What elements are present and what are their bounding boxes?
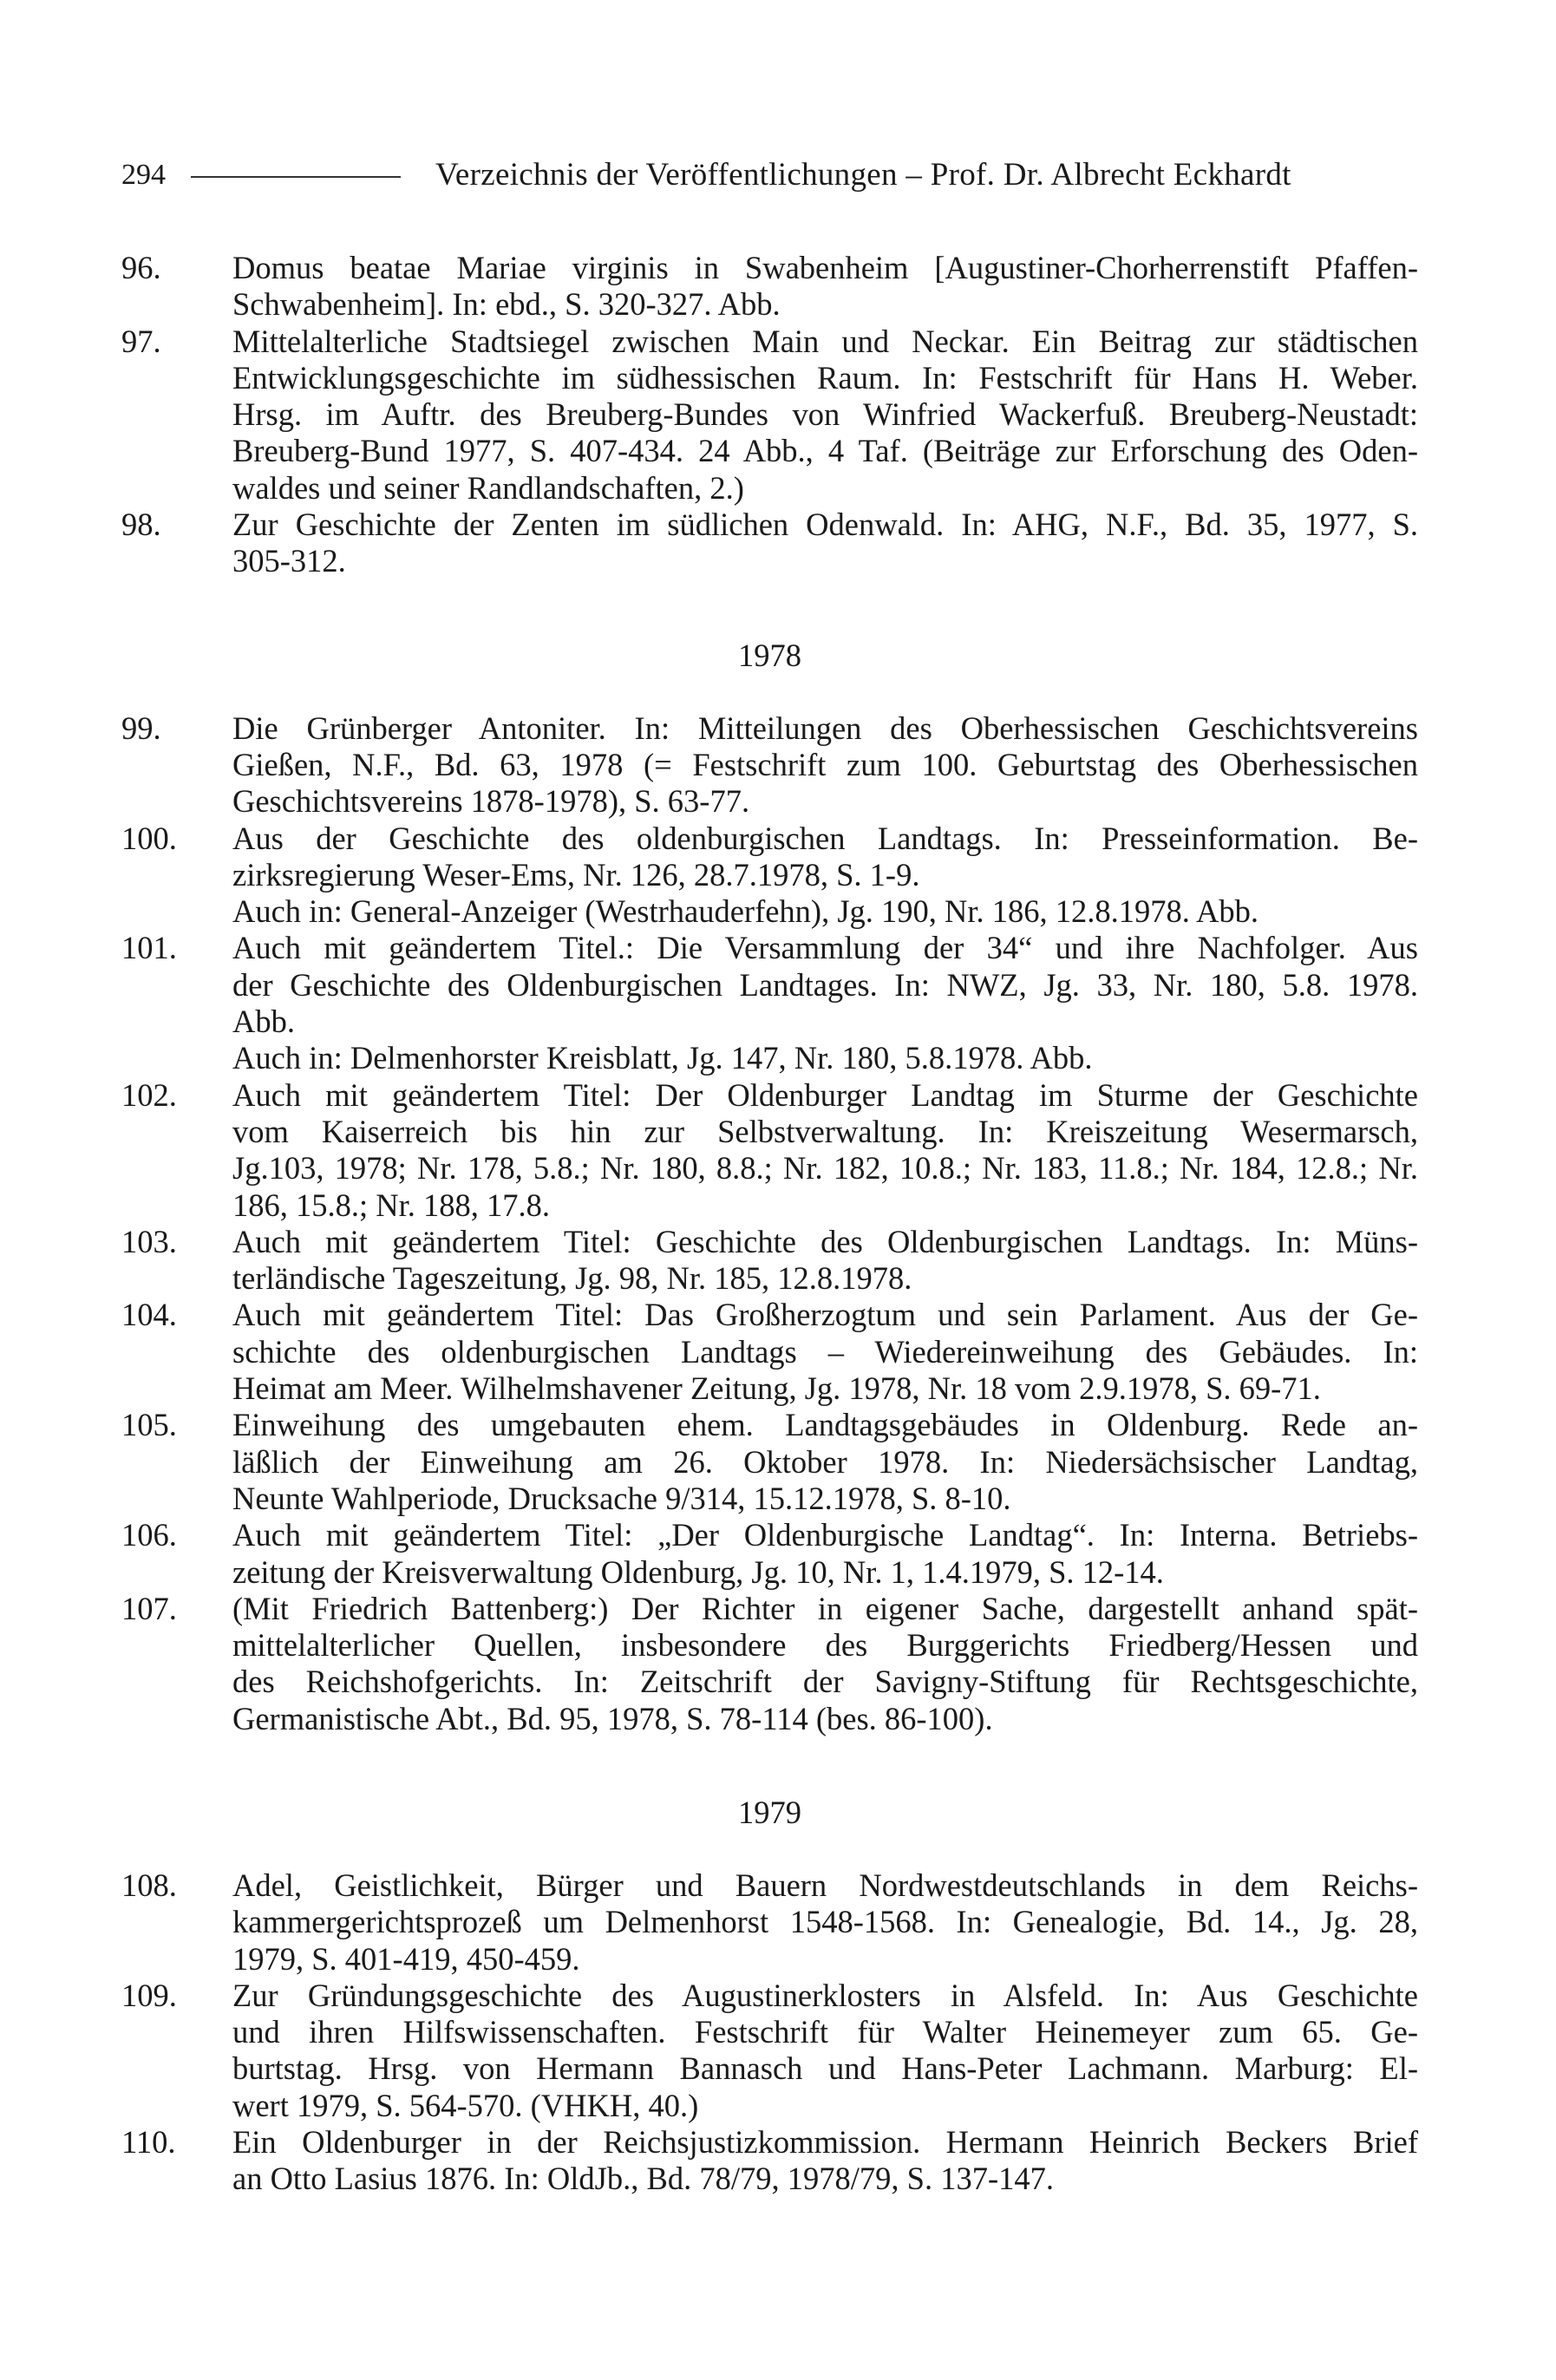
entry-line: Neunte Wahlperiode, Drucksache 9/314, 15.12.1978, S. 8-10. [232,1480,1011,1516]
entry-line: mittelalterlicher Quellen, insbesondere des Burggerichts Friedberg/Hessen und [232,1627,1418,1664]
running-header [121,149,1422,201]
bibliography-entry [121,324,1418,507]
entry-number: 99. [121,709,161,746]
entry-line: 1979, S. 401-419, 450-459. [232,1940,580,1977]
year-heading: 1979 [738,1794,801,1830]
entry-line: Zur Gründungsgeschichte des Augustinerklosters in Alsfeld. In: Aus Geschichte [232,1977,1418,2013]
entry-line: 186, 15.8.; Nr. 188, 17.8. [232,1187,551,1223]
entry-number: 101. [121,930,177,966]
header-rule [191,176,401,178]
entry-line: kammergerichtsprozeß um Delmenhorst 1548-1568. In: Genealogie, Bd. 14., Jg. 28, [232,1904,1418,1940]
entry-line: Gießen, N.F., Bd. 63, 1978 (= Festschrift zum 100. Geburtstag des Oberhessischen [232,746,1418,782]
bibliography-entry [121,1591,1418,1737]
entry-line: an Otto Lasius 1876. In: OldJb., Bd. 78/79, 1978/79, S. 137-147. [232,2161,1054,2197]
entry-line: Auch mit geändertem Titel: „Der Oldenburgische Landtag“. In: Interna. Betriebs- [232,1517,1418,1553]
entry-line: Abb. [232,1004,295,1040]
bibliography-entry [121,1517,1418,1591]
entry-number: 109. [121,1977,177,2013]
entry-line: (Mit Friedrich Battenberg:) Der Richter in eigener Sache, dargestellt anhand spät- [232,1590,1418,1626]
bibliography-entry [121,250,1418,324]
entry-number: 97. [121,323,161,359]
bibliography-entry [121,1077,1418,1224]
entry-line: Auch in: General-Anzeiger (Westrhauderfehn), Jg. 190, Nr. 186, 12.8.1978. Abb. [232,893,1259,930]
entry-line: Einweihung des umgebauten ehem. Landtagsgebäudes in Oldenburg. Rede an- [232,1407,1418,1443]
entry-line: der Geschichte des Oldenburgischen Landtages. In: NWZ, Jg. 33, Nr. 180, 5.8. 1978. [232,966,1418,1003]
bibliography-entry [121,821,1418,931]
entry-line: Domus beatae Mariae virginis in Swabenheim [Augustiner-Chorherrenstift Pfaffen- [232,250,1418,285]
entry-number: 96. [121,250,161,285]
entry-number: 108. [121,1867,177,1903]
bibliography-list [121,250,1418,2198]
entry-line: Mittelalterliche Stadtsiegel zwischen Main und Neckar. Ein Beitrag zur städtischen [232,323,1418,359]
entry-number: 107. [121,1590,177,1626]
entry-line: und ihren Hilfswissenschaften. Festschrift für Walter Heinemeyer zum 65. Ge- [232,2014,1418,2050]
entry-line: des Reichshofgerichts. In: Zeitschrift der Savigny-Stiftung für Rechtsgeschichte, [232,1664,1418,1700]
entry-line: wert 1979, S. 564-570. (VHKH, 40.) [232,2087,699,2123]
entry-line: Schwabenheim]. In: ebd., S. 320-327. Abb. [232,286,781,323]
entry-line: Hrsg. im Auftr. des Breuberg-Bundes von Winfried Wackerfuß. Breuberg-Neustadt: [232,396,1418,433]
entry-line: Aus der Geschichte des oldenburgischen Landtags. In: Presseinformation. Be- [232,820,1418,856]
entry-line: Die Grünberger Antoniter. In: Mitteilungen des Oberhessischen Geschichtsvereins [232,709,1418,746]
entry-line: burtstag. Hrsg. von Hermann Bannasch und Hans-Peter Lachmann. Marburg: El- [232,2050,1418,2087]
entry-line: zeitung der Kreisverwaltung Oldenburg, Jg. 10, Nr. 1, 1.4.1979, S. 12-14. [232,1553,1164,1590]
entry-line: Auch mit geändertem Titel: Das Großherzogtum und sein Parlament. Aus der Ge- [232,1297,1418,1333]
entry-number: 105. [121,1407,177,1443]
bibliography-entry [121,507,1418,580]
entry-line: Auch mit geändertem Titel: Der Oldenburger Landtag im Sturme der Geschichte [232,1076,1418,1113]
entry-line: terländische Tageszeitung, Jg. 98, Nr. 185, 12.8.1978. [232,1260,912,1297]
entry-line: Heimat am Meer. Wilhelmshavener Zeitung, Jg. 1978, Nr. 18 vom 2.9.1978, S. 69-71. [232,1370,1321,1407]
entry-line: Geschichtsvereins 1878-1978), S. 63-77. [232,783,750,820]
entry-line: Auch mit geändertem Titel: Geschichte des Oldenburgischen Landtags. In: Müns- [232,1223,1418,1259]
entry-number: 100. [121,820,177,856]
entry-line: schichte des oldenburgischen Landtags – Wiedereinweihung des Gebäudes. In: [232,1333,1418,1370]
entry-line: Breuberg-Bund 1977, S. 407-434. 24 Abb., 4 Taf. (Beiträge zur Erforschung des Oden- [232,433,1418,469]
running-title: Verzeichnis der Veröffentlichungen – Prof. Dr. Albrecht Eckhardt [435,157,1291,193]
bibliography-entry [121,2124,1418,2198]
entry-line: 305-312. [232,543,346,579]
bibliography-entry [121,930,1418,1076]
page-number: 294 [121,159,166,191]
entry-line: Adel, Geistlichkeit, Bürger und Bauern Nordwestdeutschlands in dem Reichs- [232,1867,1418,1903]
entry-number: 104. [121,1297,177,1333]
entry-number: 110. [121,2124,176,2161]
year-heading: 1978 [738,637,801,673]
entry-line: Entwicklungsgeschichte im südhessischen Raum. In: Festschrift für Hans H. Weber. [232,359,1418,396]
entry-line: läßlich der Einweihung am 26. Oktober 1978. In: Niedersächsischer Landtag, [232,1443,1418,1480]
entry-line: zirksregierung Weser-Ems, Nr. 126, 28.7.1978, S. 1-9. [232,856,920,892]
entry-line: Auch in: Delmenhorster Kreisblatt, Jg. 147, Nr. 180, 5.8.1978. Abb. [232,1040,1093,1076]
bibliography-entry [121,1297,1418,1407]
entry-number: 103. [121,1223,177,1259]
bibliography-entry [121,1978,1418,2124]
entry-line: waldes und seiner Randlandschaften, 2.) [232,469,744,506]
bibliography-entry [121,1867,1418,1978]
entry-number: 102. [121,1076,177,1113]
entry-line: vom Kaiserreich bis hin zur Selbstverwaltung. In: Kreiszeitung Wesermarsch, [232,1113,1418,1149]
bibliography-entry [121,1407,1418,1517]
entry-line: Jg.103, 1978; Nr. 178, 5.8.; Nr. 180, 8.8.; Nr. 182, 10.8.; Nr. 183, 11.8.; Nr. 184, 12.8.; Nr. [232,1150,1418,1187]
bibliography-entry [121,710,1418,821]
entry-line: Auch mit geändertem Titel.: Die Versammlung der 34“ und ihre Nachfolger. Aus [232,930,1418,966]
entry-line: Ein Oldenburger in der Reichsjustizkommission. Hermann Heinrich Beckers Brief [232,2124,1418,2161]
entry-line: Zur Geschichte der Zenten im südlichen Odenwald. In: AHG, N.F., Bd. 35, 1977, S. [232,507,1418,543]
entry-number: 106. [121,1517,177,1553]
entry-line: Germanistische Abt., Bd. 95, 1978, S. 78-114 (bes. 86-100). [232,1700,993,1736]
bibliography-entry [121,1224,1418,1298]
entry-number: 98. [121,507,161,543]
